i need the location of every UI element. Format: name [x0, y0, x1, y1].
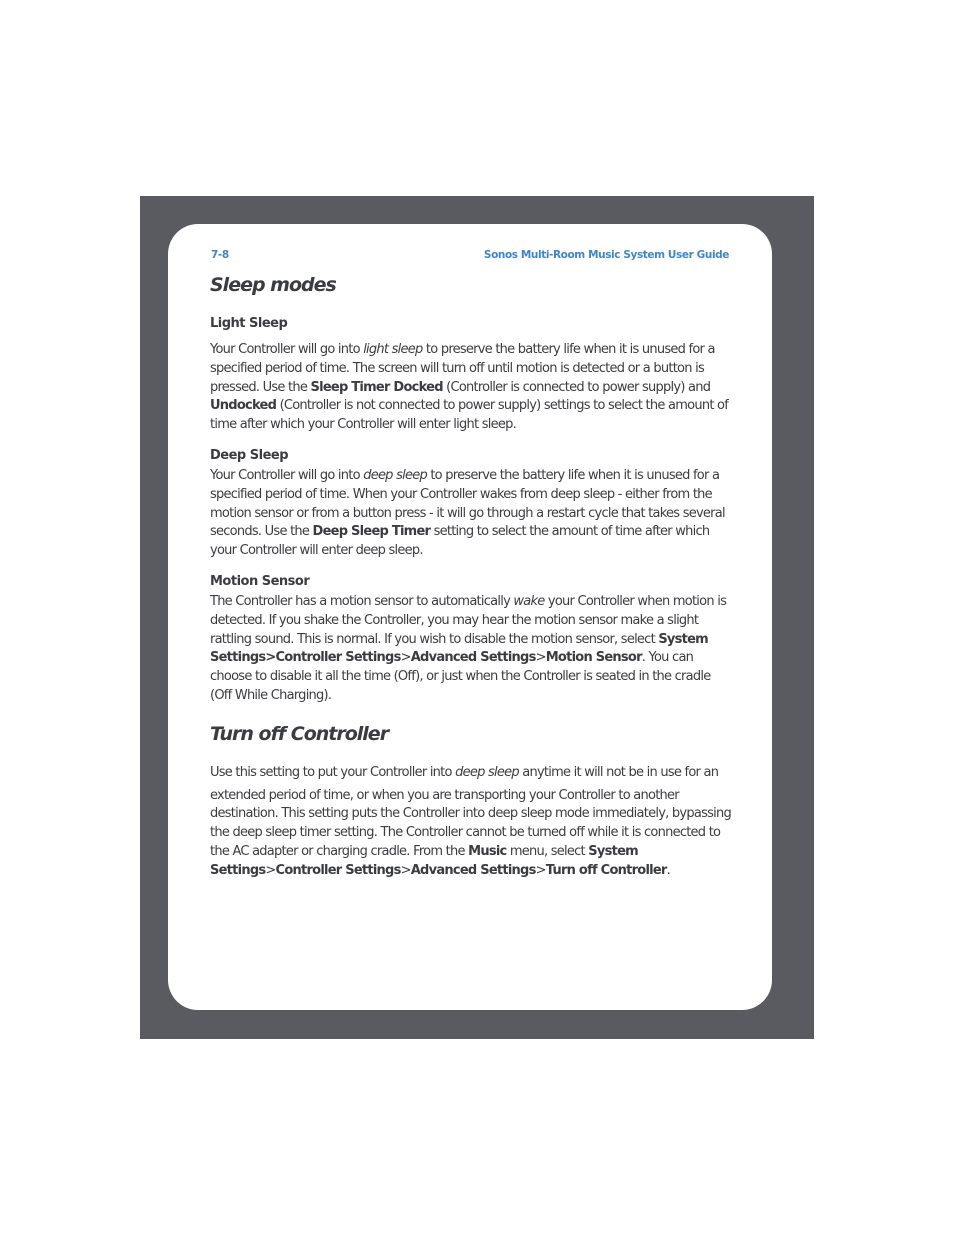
setting-name: Sleep Timer Docked — [310, 379, 443, 395]
page-card — [168, 224, 772, 1010]
menu-path: System Settings — [210, 843, 638, 878]
text-run: menu, select — [506, 843, 589, 859]
heading-motion-sensor: Motion Sensor — [210, 573, 310, 589]
text-run: extended period of time, or when you are transporting your Controller to another destination. This setting puts the Controller into deep sleep mode immediately, bypassing the deep sleep timer setting. The Controller cannot be turned off while it is connected to the AC adapter or charging cradle. From the — [210, 787, 731, 859]
text-run: Your Controller will go into — [210, 342, 364, 357]
text-run: Your Controller will go into — [210, 467, 364, 483]
path-separator: > — [265, 862, 276, 878]
italic-term: wake — [513, 593, 545, 609]
menu-path: Advanced Settings — [410, 862, 536, 878]
menu-path: Motion Sensor — [545, 650, 642, 666]
text-run: . — [666, 862, 670, 878]
italic-term: deep sleep — [455, 764, 519, 780]
paragraph-deep-sleep — [210, 467, 732, 561]
text-run: to preserve the battery life when it is unused for a specified period of time. The screen will turn off until motion is detected or a button is pressed. Use the — [210, 342, 715, 395]
paragraph-light-sleep — [210, 341, 732, 435]
path-separator: > — [400, 862, 411, 878]
paragraph-turn-off — [210, 764, 732, 881]
section-title-turn-off-controller: Turn off Controller — [210, 722, 389, 745]
menu-name: Music — [468, 843, 507, 859]
path-separator: > — [535, 862, 546, 878]
menu-path: Controller Settings — [275, 862, 401, 878]
setting-name: Deep Sleep Timer — [312, 524, 431, 540]
text-run: Use this setting to put your Controller into — [210, 764, 456, 780]
text-run: setting to select the amount of time after which your Controller will enter deep sleep. — [210, 524, 710, 559]
text-run: . You can choose to disable it all the time (Off), or just when the Controller is seated in the cradle (Off While Charging). — [210, 650, 711, 703]
italic-term: light sleep — [363, 342, 423, 357]
text-run: to preserve the battery life when it is unused for a specified period of time. When your Controller wakes from deep sleep - either from the motion sensor or from a button press - it will go through a restart cycle that takes several seconds. Use the — [210, 467, 725, 540]
text-run: anytime it will not be in use for an — [518, 764, 719, 780]
menu-path: Turn off Controller — [545, 862, 667, 878]
text-run: The Controller has a motion sensor to automatically — [210, 593, 514, 609]
text-run: (Controller is connected to power supply) and — [442, 379, 711, 395]
path-separator: > — [400, 650, 411, 666]
heading-light-sleep: Light Sleep — [210, 316, 288, 331]
italic-term: deep sleep — [363, 467, 427, 483]
text-run: your Controller when motion is detected. If you shake the Controller, you may hear the motion sensor make a slight rattling sound. This is normal. If you wish to disable the motion sensor, select — [210, 593, 727, 647]
section-title-sleep-modes: Sleep modes — [210, 274, 336, 296]
text-run: (Controller is not connected to power supply) settings to select the amount of time after which your Controller will enter light sleep. — [210, 398, 729, 433]
paragraph-motion-sensor — [210, 593, 732, 706]
setting-name: Undocked — [210, 398, 277, 414]
guide-title: Sonos Multi-Room Music System User Guide — [483, 249, 729, 261]
page-number: 7-8 — [211, 249, 229, 261]
menu-path: Advanced Settings — [410, 650, 536, 666]
page-content — [210, 274, 732, 881]
heading-deep-sleep: Deep Sleep — [210, 447, 289, 463]
path-separator: > — [535, 650, 546, 666]
first-line — [210, 764, 732, 783]
menu-path: System Settings>Controller Settings — [210, 631, 708, 666]
